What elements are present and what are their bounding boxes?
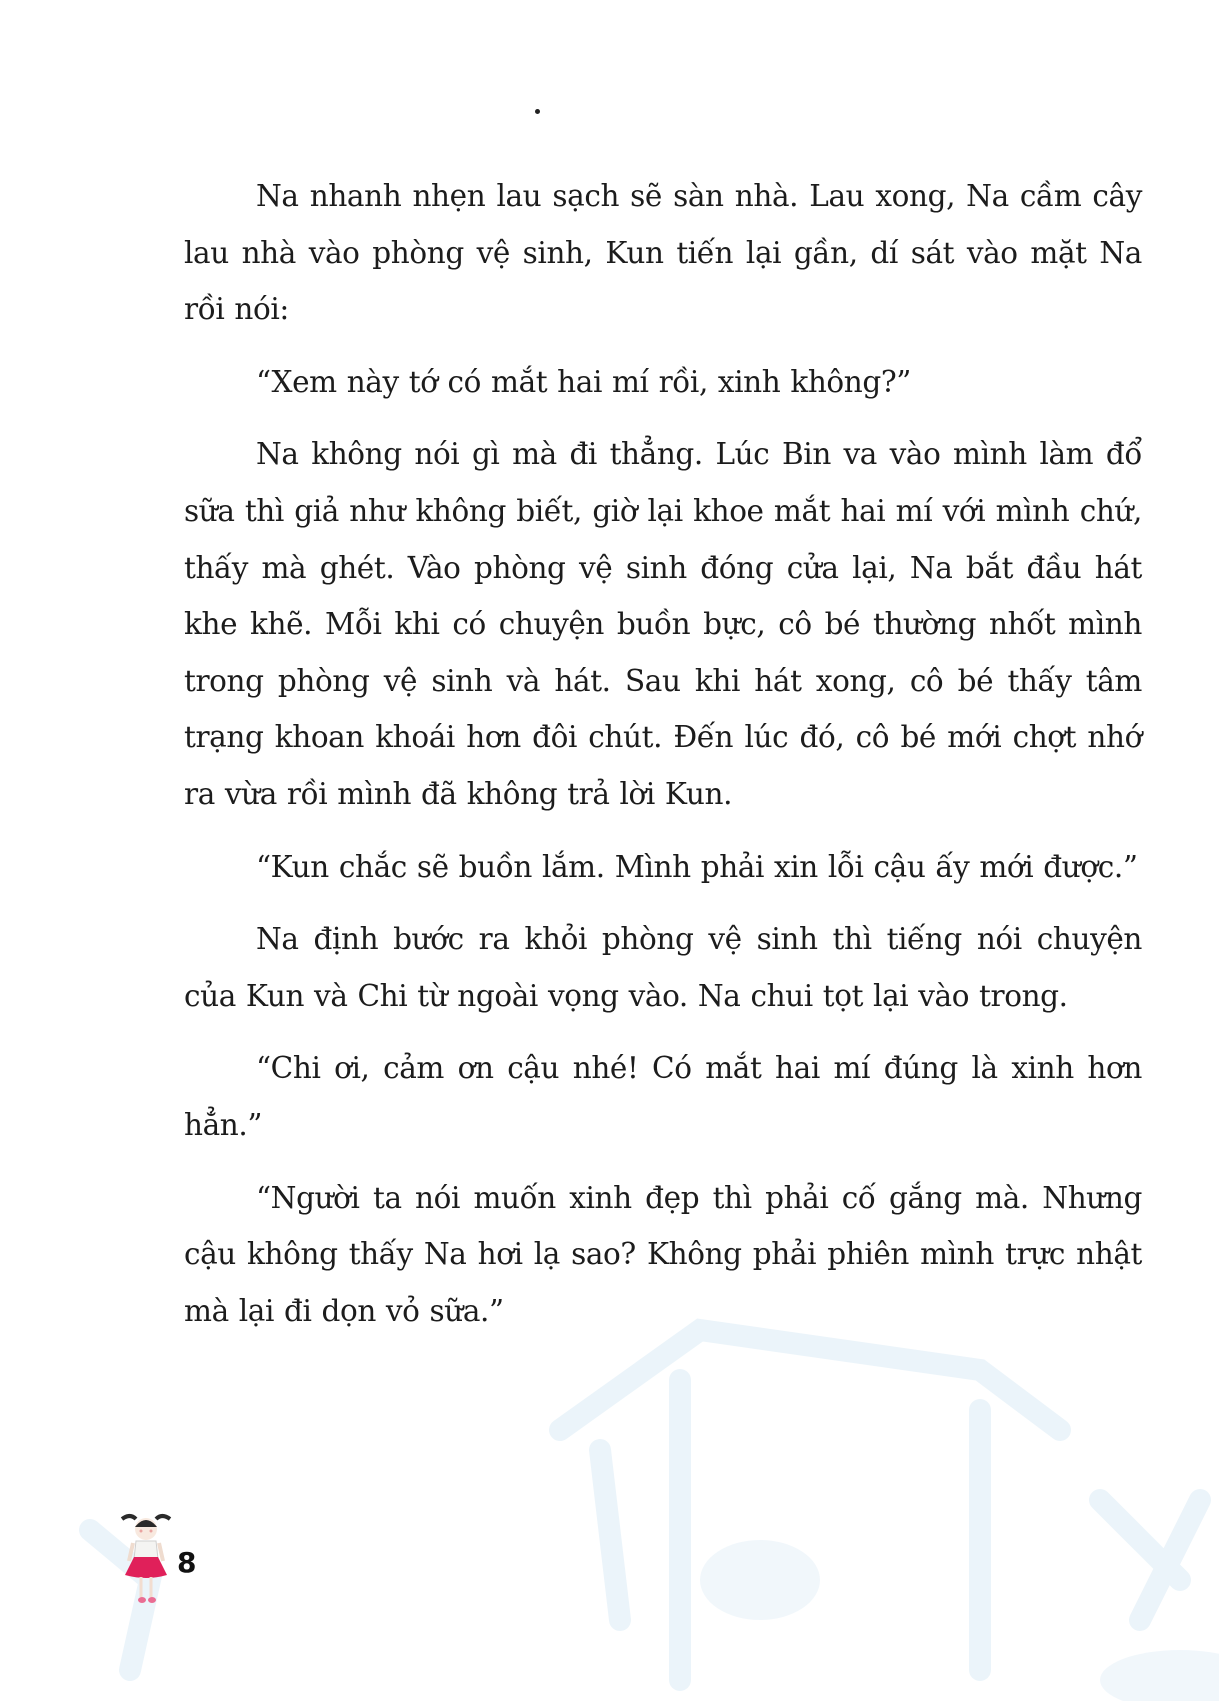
paragraph-7: “Người ta nói muốn xinh đẹp thì phải cố gắng mà. Nhưng cậu không thấy Na hơi lạ sao? Không phải phiên mình trực nhật mà lại đi dọn vỏ sữa.” (184, 1180, 1142, 1328)
paragraph-3: Na không nói gì mà đi thẳng. Lúc Bin va vào mình làm đổ sữa thì giả như không biết, giờ lại khoe mắt hai mí với mình chứ, thấy mà ghét. Vào phòng vệ sinh đóng cửa lại, Na bắt đầu hát khe khẽ. Mỗi khi có chuyện buồn bực, cô bé thường nhốt mình trong phòng vệ sinh và hát. Sau khi hát xong, cô bé thấy tâm trạng khoan khoái hơn đôi chút. Đến lúc đó, cô bé mới chợt nhớ ra vừa rồi mình đã không trả lời Kun. (184, 437, 1142, 811)
paragraph-4: “Kun chắc sẽ buồn lắm. Mình phải xin lỗi cậu ấy mới được.” (256, 849, 1138, 884)
paragraph-6: “Chi ơi, cảm ơn cậu nhé! Có mắt hai mí đúng là xinh hơn hẳn.” (184, 1051, 1142, 1142)
paragraph-5: Na định bước ra khỏi phòng vệ sinh thì tiếng nói chuyện của Kun và Chi từ ngoài vọng vào. Na chui tọt lại vào trong. (184, 922, 1142, 1013)
stray-dot-mark (535, 109, 540, 114)
page-number: 8 (177, 1546, 197, 1579)
girl-in-red-skirt-icon (112, 1505, 232, 1615)
paragraph-2: “Xem này tớ có mắt hai mí rồi, xinh không?” (256, 364, 911, 399)
paragraph-1: Na nhanh nhẹn lau sạch sẽ sàn nhà. Lau xong, Na cầm cây lau nhà vào phòng vệ sinh, Kun tiến lại gần, dí sát vào mặt Na rồi nói: (184, 179, 1142, 327)
story-text (184, 168, 1142, 1355)
